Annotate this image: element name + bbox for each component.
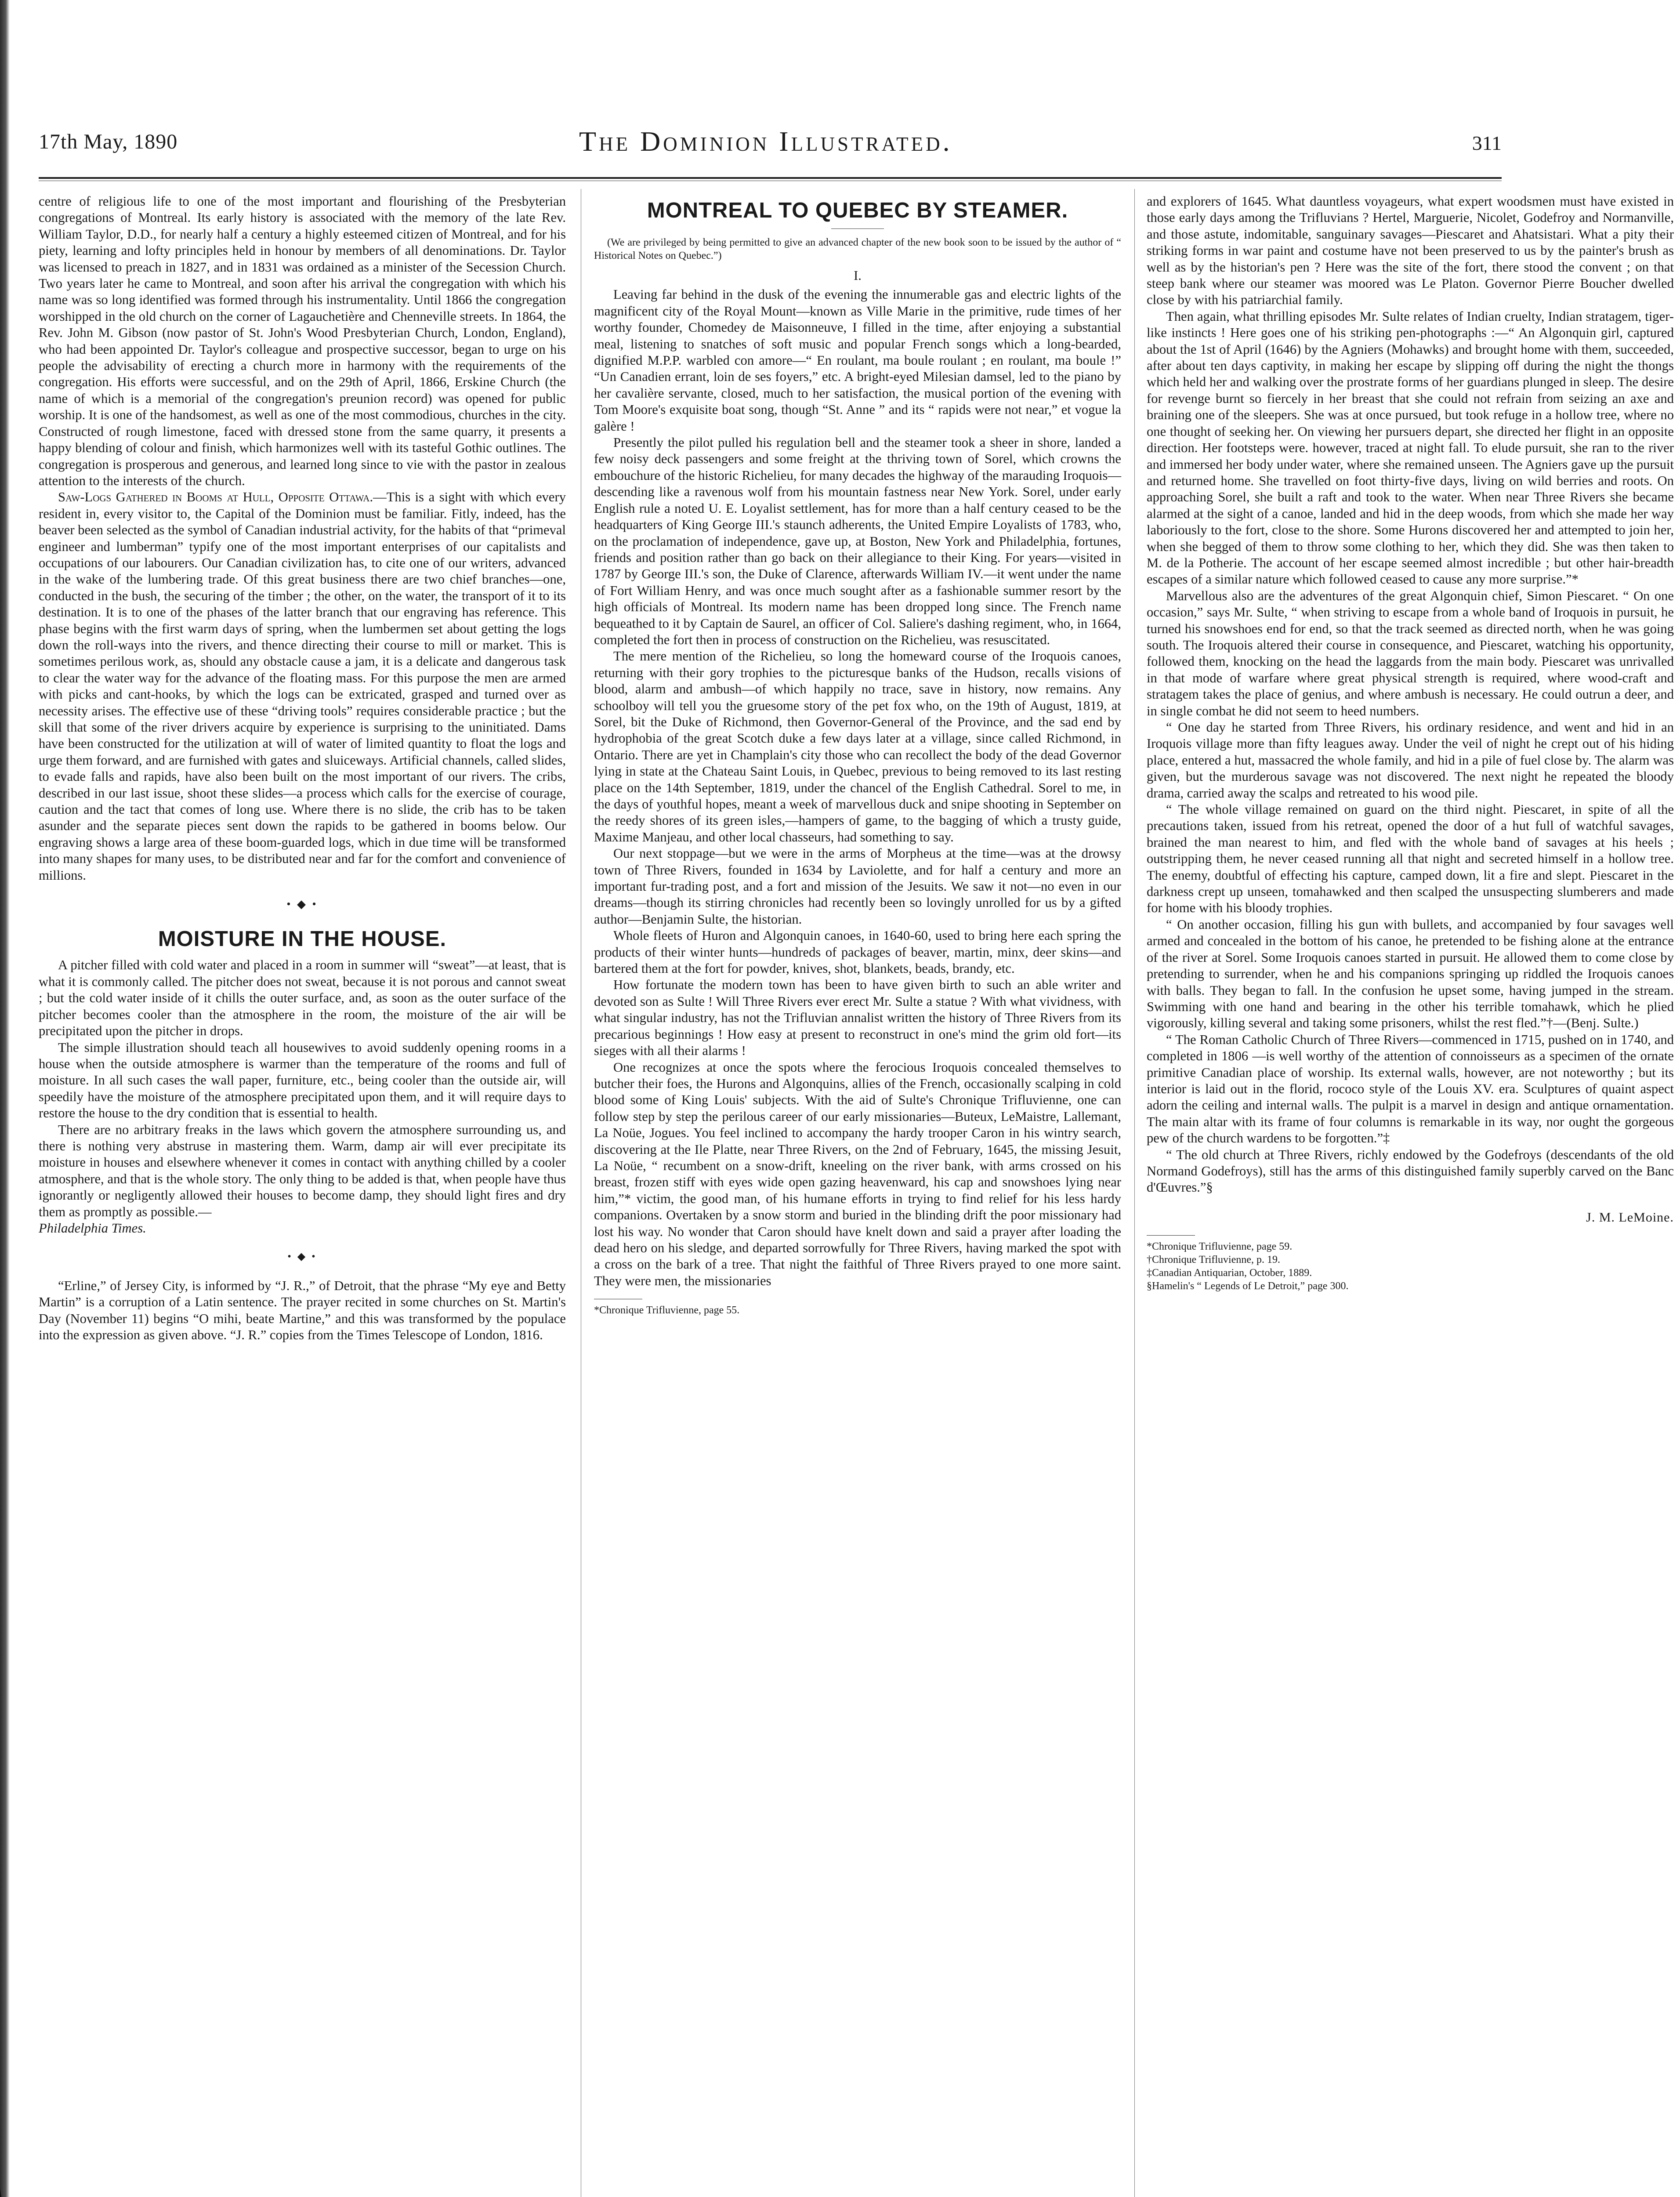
header-rule bbox=[39, 177, 1502, 179]
moisture-heading: MOISTURE IN THE HOUSE. bbox=[158, 927, 447, 951]
footnote: *Chronique Trifluvienne, page 55. bbox=[594, 1305, 740, 1316]
author-signature: J. M. LeMoine. bbox=[1586, 1210, 1674, 1225]
section-ornament-2: • ◆ • bbox=[287, 1251, 317, 1263]
column-3 bbox=[1147, 193, 1674, 1293]
section-ornament: • ◆ • bbox=[286, 898, 318, 911]
binding-shadow bbox=[0, 0, 10, 2197]
heading-rule bbox=[831, 228, 884, 229]
issue-date: 17th May, 1890 bbox=[39, 130, 178, 153]
steamer-paragraph-2: Presently the pilot pulled his regulation bell and the steamer took a sheer in shore, landed a few noisy deck passengers and some freight at the thriving town of Sorel, which crowns the embouchure of the historic Richelieu, for many decades the highway of the marauding Iroquois—descending like a ravenous wolf from his mountain fastness near New York. Sorel, under early English rule a noted U. E. Loyalist settlement, has for more than a half century ceased to be the headquarters of King George III.'s staunch adherents, the United Empire Loyalists of 1783, who, on the proclamation of independence, gave up, at Boston, New York and Philadelphia, fortunes, friends and position rather than go back on their allegiance to their King. For years—visited in 1787 by George III.'s son, the Duke of Clarence, afterwards William IV.—it went under the name of Fort William Henry, and was once much sought after as a fashionable summer resort by the high officials of Montreal. Its modern name has been dropped long since. The French name bequeathed to it by Captain de Saurel, an officer of Col. Saliere's dashing regiment, who, in 1664, completed the fort then in process of construction on the Richelieu, was resuscitated. bbox=[594, 435, 1121, 647]
moisture-paragraph-2: The simple illustration should teach all housewives to avoid suddenly opening rooms in a house when the outside atmosphere is warmer than the temperature of the rooms and full of moisture. In all such cases the wall paper, furniture, etc., being cooler than the outside air, will speedily have the moisture of the atmosphere precipitated upon them, and it will require days to restore the house to the dry condition that is essential to health. bbox=[39, 1040, 566, 1121]
montreal-quebec-heading: MONTREAL TO QUEBEC BY STEAMER. bbox=[647, 199, 1068, 222]
steamer-paragraph-5: Whole fleets of Huron and Algonquin canoes, in 1640-60, used to bring here each spring the products of their winter hunts—hundreds of packages of beaver, martin, minx, deer skins—and bartered them at the fort for powder, knives, shot, blankets, beads, brandy, etc. bbox=[594, 928, 1121, 976]
church-paragraph-1: “ The Roman Catholic Church of Three Rivers—commenced in 1715, pushed on in 1740, and completed in 1806 —is well worthy of the attention of connoisseurs as a specimen of the ornate primitive Canadian place of worship. Its external walls, however, are not noteworthy ; but its interior is laid out in the florid, rococo style of the Louis XV. era. Sculptures of quaint aspect adorn the ceiling and internal walls. The pulpit is a marvel in design and antique ornamentation. The main altar with its frame of four columns is remarkable in its way, nor ought the gorgeous pew of the church wardens to be forgotten.”‡ bbox=[1147, 1032, 1674, 1146]
erskine-church-paragraph: centre of religious life to one of the most important and flourishing of the Presbyterian congregations of Montreal. Its early history is associated with the memory of the late Rev. William Taylor, D.D., for nearly half a century a highly esteemed citizen of Montreal, and for his piety, learning and lofty principles held in honour by members of all denominations. Dr. Taylor was licensed to preach in 1827, and in 1831 was ordained as a minister of the Secession Church. Two years later he came to Montreal, and soon after his arrival the congregation with which his name was so long identified was formed through his instrumentality. Until 1866 the congregation worshipped in the old church on the corner of Lagauchetière and Chenneville streets. In 1864, the Rev. John M. Gibson (now pastor of St. John's Wood Presbyterian Church, London, England), who had been appointed Dr. Taylor's colleague and prospective successor, began to urge on his people the advisability of erecting a church more in harmony with the requirements of the congregation. His efforts were successful, and on the 29th of April, 1866, Erskine Church (the name of which is a memorial of the congregation's preunion record) was opened for public worship. It is one of the handsomest, as well as one of the most commodious, churches in the city. Constructed of rough limestone, faced with dressed stone from the same quarry, it presents a happy blending of colour and finish, which harmonizes well with its tasteful Gothic outlines. The congregation is prosperous and generous, and learned long since to vie with the pastor in zealous attention to the interests of the church. bbox=[39, 194, 566, 488]
steamer-paragraph-1: Leaving far behind in the dusk of the evening the innumerable gas and electric lights of the magnificent city of the Royal Mount—known as Ville Marie in the primitive, rude times of her worthy founder, Chomedey de Maisonneuve, I filled in the time, after enjoying a substantial meal, listening to snatches of soft music and popular French songs which a long-bearded, dignified M.P.P. warbled con amore—“ En roulant, ma boule roulant ; en roulant, ma boule !” “Un Canadien errant, loin de ses foyers,” etc. A bright-eyed Milesian damsel, led to the piano by her cavalière servante, closed, much to her satisfaction, the musical portion of the evening with Tom Moore's exquisite boat song, though “St. Anne ” and its “ rapids were not near,” et vogue la galère ! bbox=[594, 287, 1121, 434]
moisture-paragraph-1: A pitcher filled with cold water and placed in a room in summer will “sweat”—at least, that is what it is commonly called. The pitcher does not sweat, because it is not porous and cannot sweat ; but the cold water inside of it chills the outer surface, and, as soon as the outer surface of the pitcher becomes cooler than the atmosphere in the room, the moisture of the air will be precipitated upon the pitcher in drops. bbox=[39, 957, 566, 1039]
page-number: 311 bbox=[1472, 132, 1502, 154]
chapter-number: I. bbox=[854, 268, 862, 283]
saw-logs-text: —This is a sight with which every resident in, every visitor to, the Capital of the Dominion must be familiar. Fitly, indeed, has the beaver been selected as the symbol of Canadian industrial activity, for the habits of that “primeval engineer and lumberman” typify one of the most important enterprises of our capitalists and occupations of our labourers. Our Canadian civilization has, to cite one of our writers, advanced in the wake of the lumbering trade. Of this great business there are two chief branches—one, conducted in the bush, the securing of the timber ; the other, on the water, the transport of it to its destination. It is to one of the phases of the latter branch that our engraving has reference. This phase begins with the first warm days of spring, when the lumbermen set about getting the logs down the roll-ways into the rivers, and thence directing their course to mill or market. This is sometimes perilous work, as, should any obstacle cause a jam, it is a delicate and dangerous task to clear the water way for the advance of the floating mass. For this purpose the men are armed with picks and cant-hooks, by which the logs can be extricated, grasped and turned over as necessity arises. The effective use of these “driving tools” requires considerable practice ; but the skill that some of the river drivers acquire by experience is surprising to the uninitiated. Dams have been constructed for the utilization at will of water of limited quantity to float the logs and urge them forward, and are furnished with gates and sluiceways. Artificial channels, called slides, to evade falls and rapids, have also been built on the most important of our rivers. The cribs, described in our last issue, shoot these slides—a process which calls for the exercise of courage, caution and the tact that comes of long use. Where there is no slide, the crib has to be taken asunder and the separate pieces sent down the rapids to be gathered in booms below. Our engraving shows a large area of these boom-guarded logs, which in due time will be transformed into many shapes for many uses, to be distributed near and far for the comfort and convenience of millions. bbox=[39, 489, 566, 883]
footnote: ‡Canadian Antiquarian, October, 1889. bbox=[1147, 1267, 1312, 1279]
column-2 bbox=[594, 193, 1121, 1317]
moisture-source: Philadelphia Times. bbox=[39, 1220, 146, 1236]
footnote: †Chronique Trifluvienne, p. 19. bbox=[1147, 1254, 1280, 1266]
masthead-title: The Dominion Illustrated. bbox=[579, 126, 952, 157]
footnote: *Chronique Trifluvienne, page 59. bbox=[1147, 1241, 1293, 1253]
steamer-paragraph-7: One recognizes at once the spots where the ferocious Iroquois concealed themselves to butcher their foes, the Hurons and Algonquins, allies of the French, occasionally scalping in cold blood some of King Louis' subjects. With the aid of Sulte's Chronique Trifluvienne, one can follow step by step the perilous career of our early missionaries—Buteux, LeMaistre, Lallemant, La Noüe, Jogues. You feel inclined to accompany the hardy trooper Caron in his wintry search, discovering at the Ile Platte, near Three Rivers, on the 2nd of February, 1645, the missing Jesuit, La Noüe, “ recumbent on a snow-drift, kneeling on the river bank, with arms crossed on his breast, frozen stiff with eyes wide open gazing heavenward, his cap and snowshoes lying near him,”* victim, the good man, of his humane efforts in trying to find relief for his less hardy companions. Overtaken by a snow storm and buried in the blinding drift the poor missionary had lost his way. No wonder that Caron should have knelt down and said a prayer after loading the dead hero on his sledge, and departed sorrowfully for Three Rivers, having marked the spot with a cross on the bark of a tree. That night the faithful of Three Rivers prayed to one more saint. They were men, the missionaries bbox=[594, 1059, 1121, 1288]
steamer-paragraph-6: How fortunate the modern town has been to have given birth to such an able writer and devoted son as Sulte ! Will Three Rivers ever erect Mr. Sulte a statue ? With what vividness, with what singular industry, has not the Trifluvian annalist written the history of Three Rivers from its precarious beginnings ! How easy at present to reconstruct in one's mind the grim old fort—its sieges with all their alarms ! bbox=[594, 977, 1121, 1059]
church-paragraph-2: “ The old church at Three Rivers, richly endowed by the Godefroys (descendants of the old Normand Godefroys), still has the arms of this distinguished family superbly carved on the Banc d'Œuvres.”§ bbox=[1147, 1147, 1674, 1195]
footnote-rule bbox=[1147, 1235, 1195, 1236]
column-1 bbox=[39, 193, 566, 1343]
column-divider-2 bbox=[1134, 189, 1135, 2197]
piescaret-paragraph-4: “ On another occasion, filling his gun with bullets, and accompanied by four savages well armed and concealed in the bottom of his canoe, he pretended to be fishing alone at the entrance of the river at Sorel. Some Iroquois canoes started in pursuit. He allowed them to come close by pretending to surrender, when he and his companions springing up riddled the Iroquois canoes with balls. They began to fall. In the confusion he upset some, having jumped in the stream. Swimming with one hand and bearing in the other his terrible tomahawk, which he plied vigorously, killing several and taking some prisoners, whilst the rest fled.”†—(Benj. Sulte.) bbox=[1147, 917, 1674, 1031]
moisture-paragraph-3 bbox=[39, 1122, 566, 1237]
piescaret-paragraph-2: “ One day he started from Three Rivers, his ordinary residence, and went and hid in an Iroquois village more than fifty leagues away. Under the veil of night he crept out of his hiding place, entered a hut, massacred the whole family, and hid in a pile of fuel close by. The alarm was given, but the murderous savage was not discovered. The next night he repeated the bloody drama, carried away the scalps and retreated to his wood pile. bbox=[1147, 720, 1674, 801]
footnote: §Hamelin's “ Legends of Le Detroit,” page 300. bbox=[1147, 1280, 1349, 1292]
piescaret-paragraph-1: Marvellous also are the adventures of the great Algonquin chief, Simon Piescaret. “ On one occasion,” says Mr. Sulte, “ when striving to escape from a whole band of Iroquois in pursuit, he turned his snowshoes end for end, so that the track seemed as directed north, when he was going south. The Iroquois altered their course in consequence, and Piescaret, watching his opportunity, followed them, knocking on the head the laggards from the main body. Piescaret was unrivalled in that mode of warfare where great physical strength is required, where wood-craft and stratagem takes the place of genius, and where ambush is necessary. He could outrun a deer, and in single combat he did not seem to heed numbers. bbox=[1147, 588, 1674, 718]
steamer-paragraph-4: Our next stoppage—but we were in the arms of Morpheus at the time—was at the drowsy town of Three Rivers, founded in 1634 by Laviolette, and for half a century and more an important fur-trading post, and a fort and mission of the Jesuits. We saw it not—no even in our dreams—though its stirring chronicles had recently been so lovingly unrolled for us by a gifted author—Benjamin Sulte, the historian. bbox=[594, 846, 1121, 927]
article-intro-note: (We are privileged by being permitted to give an advanced chapter of the new book soon to be issued by the author of “ Historical Notes on Quebec.”) bbox=[594, 237, 1121, 261]
algonquin-girl-paragraph: Then again, what thrilling episodes Mr. Sulte relates of Indian cruelty, Indian stratagem, tiger-like instincts ! Here goes one of his striking pen-photographs :—“ An Algonquin girl, captured about the 1st of April (1646) by the Agniers (Mohawks) and brought home with them, succeeded, after about ten days captivity, in making her escape by slipping off during the night the thongs which held her and walking over the prostrate forms of her guardians plunged in sleep. The desire for revenge burnt so fiercely in her breast that she could not refrain from seizing an axe and braining one of the sleepers. She was at once pursued, but took refuge in a hollow tree, where no one thought of seeking her. On viewing her pursuers depart, she directed her flight in an opposite direction. Her footsteps were. however, traced at night fall. To elude pursuit, she ran to the river and immersed her body under water, where she remained unseen. The Agniers gave up the pursuit and returned home. She travelled on foot thirty-five days, living on wild berries and roots. On approaching Sorel, she built a raft and took to the water. When near Three Rivers she became alarmed at the sight of a canoe, landed and hid in the deep woods, from which she made her way laboriously to the fort, close to the shore. Some Hurons discovered her and attempted to join her, when she begged of them to throw some clothing to her, which they did. She was then taken to M. de la Potherie. The account of her escape seemed almost incredible ; but other hair-breadth escapes of a similar nature which followed ceased to cause any more surprise.”* bbox=[1147, 308, 1674, 587]
piescaret-paragraph-3: “ The whole village remained on guard on the third night. Piescaret, in spite of all the precautions taken, issued from his retreat, opened the door of a hut full of watchful savages, brained the man nearest to him, and fled with the whole band of savages at his heels ; outstripping them, he never ceased running all that night and secreted himself in a hollow tree. The enemy, doubtful of effecting his capture, camped down, lit a fire and slept. Piescaret in the darkness crept up unseen, tomahawked and then scalped the unsuspecting slumberers and made for home with his bloody trophies. bbox=[1147, 802, 1674, 916]
trois-rivieres-paragraph-1: and explorers of 1645. What dauntless voyageurs, what expert woodsmen must have existed in those early days among the Trifluvians ? Hertel, Marguerie, Nicolet, Godefroy and Normanville, and those astute, indomitable, sanguinary savages—Piescaret and Ahatsistari. What a pity their striking forms in war paint and costume have not been preserved to us by the painter's brush as well as by the historian's pen ? Here was the site of the fort, there stood the convent ; on that steep bank where our steamer was moored was Le Platon. Governor Pierre Boucher dwelled close by with his patriarchial family. bbox=[1147, 194, 1674, 308]
saw-logs-lead: Saw-Logs Gathered in Booms at Hull, Opposite Ottawa. bbox=[58, 489, 373, 505]
saw-logs-paragraph bbox=[39, 489, 566, 884]
moisture-paragraph-3-text: There are no arbitrary freaks in the laws which govern the atmosphere surrounding us, and there is nothing very abstruse in mastering them. Warm, damp air will ever precipitate its moisture in houses and elsewhere whenever it comes in contact with anything chilled by a cooler atmosphere, and that is the whole story. The only thing to be added is that, when people have thus ignorantly or negligently allowed their houses to become damp, they should light fires and dry them as promptly as possible.— bbox=[39, 1122, 566, 1219]
page-header bbox=[39, 125, 1502, 174]
betty-martin-paragraph: “Erline,” of Jersey City, is informed by “J. R.,” of Detroit, that the phrase “My eye and Betty Martin” is a corruption of a Latin sentence. The prayer recited in some churches on St. Martin's Day (November 11) begins “O mihi, beate Martine,” and this was transformed by the populace into the expression as given above. “J. R.” copies from the Times Telescope of London, 1816. bbox=[39, 1278, 566, 1342]
page-corner-shadow bbox=[0, 2188, 17, 2197]
steamer-paragraph-3: The mere mention of the Richelieu, so long the homeward course of the Iroquois canoes, returning with their gory trophies to the picturesque banks of the Hudson, recalls visions of blood, alarm and ambush—of which happily no trace, save in history, now remains. Any schoolboy will tell you the gruesome story of the pet fox who, on the 19th of August, 1819, at Sorel, bit the Duke of Richmond, then Governor-General of the Province, and the sad end by hydrophobia of the great Scotch duke a few days later at a village, since called Richmond, in Ontario. There are yet in Champlain's city those who can recollect the body of the dead Governor lying in state at the Chateau Saint Louis, in Quebec, previous to being removed to its last resting place on the 14th September, 1819, under the chancel of the English Cathedral. Sorel to me, in the days of youthful hopes, meant a week of marvellous duck and snipe shooting in September on the reedy shores of its green isles,—hampers of game, to the bagging of which a trusty guide, Maxime Manjeau, and other local chasseurs, had something to say. bbox=[594, 649, 1121, 845]
